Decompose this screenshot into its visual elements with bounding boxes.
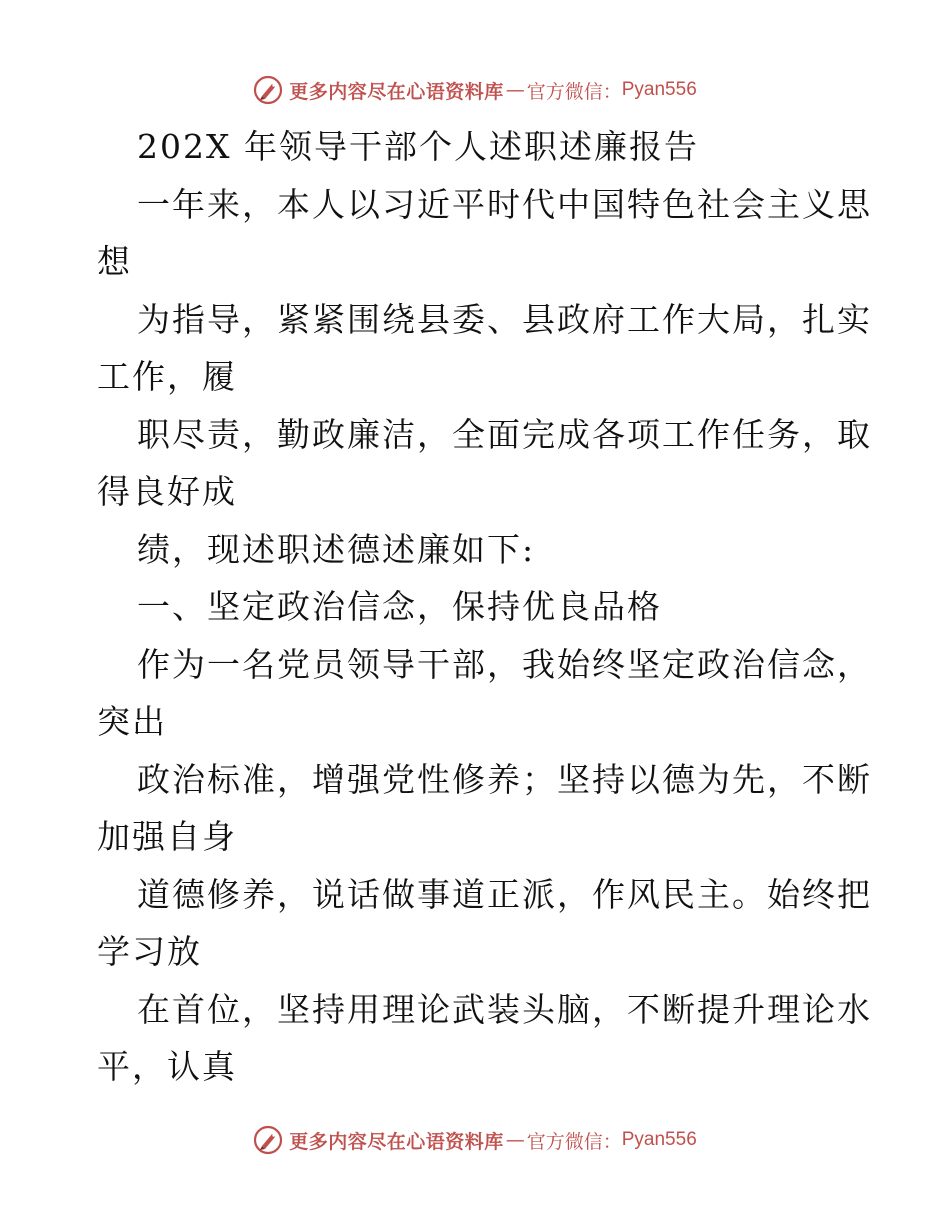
text-line: 一年来，本人以习近平时代中国特色社会主义思 (137, 184, 872, 224)
watermark-brand: 更多内容尽在心语资料库 (289, 80, 504, 103)
pen-logo-icon (253, 75, 283, 105)
text-line: 作为一名党员领导干部，我始终坚定政治信念， (137, 644, 872, 684)
watermark-separator: — (505, 79, 525, 101)
watermark-brand: 更多内容尽在心语资料库 (289, 1130, 504, 1153)
watermark-official-label: 官方微信： (526, 1130, 622, 1153)
text-line: 得良好成 (97, 472, 237, 511)
text-line: 工作，履 (97, 357, 237, 396)
text-line: 政治标准，增强党性修养；坚持以德为先，不断 (137, 759, 872, 799)
text-line: 道德修养，说话做事道正派，作风民主。始终把 (137, 874, 872, 914)
document-title: 202X 年领导干部个人述职述廉报告 (137, 127, 699, 166)
pen-logo-icon (253, 1125, 283, 1155)
watermark-wechat-id: Pyan556 (621, 79, 697, 100)
text-line: 突出 (97, 702, 167, 741)
watermark-separator: — (505, 1129, 525, 1151)
text-line: 加强自身 (97, 817, 237, 856)
text-line: 想 (97, 242, 132, 281)
document-body (97, 118, 872, 1096)
text-line: 学习放 (97, 932, 202, 971)
text-line: 一、坚定政治信念，保持优良品格 (137, 587, 662, 626)
header-watermark (0, 70, 950, 110)
text-line: 平，认真 (97, 1047, 237, 1086)
watermark-official-label: 官方微信： (526, 80, 622, 103)
footer-watermark (0, 1120, 950, 1160)
text-line: 绩，现述职述德述廉如下: (137, 529, 536, 569)
watermark-wechat-id: Pyan556 (621, 1129, 697, 1150)
text-line: 为指导，紧紧围绕县委、县政府工作大局，扎实 (137, 299, 872, 339)
text-line: 在首位，坚持用理论武装头脑，不断提升理论水 (137, 989, 872, 1029)
text-line: 职尽责，勤政廉洁，全面完成各项工作任务，取 (137, 414, 872, 454)
